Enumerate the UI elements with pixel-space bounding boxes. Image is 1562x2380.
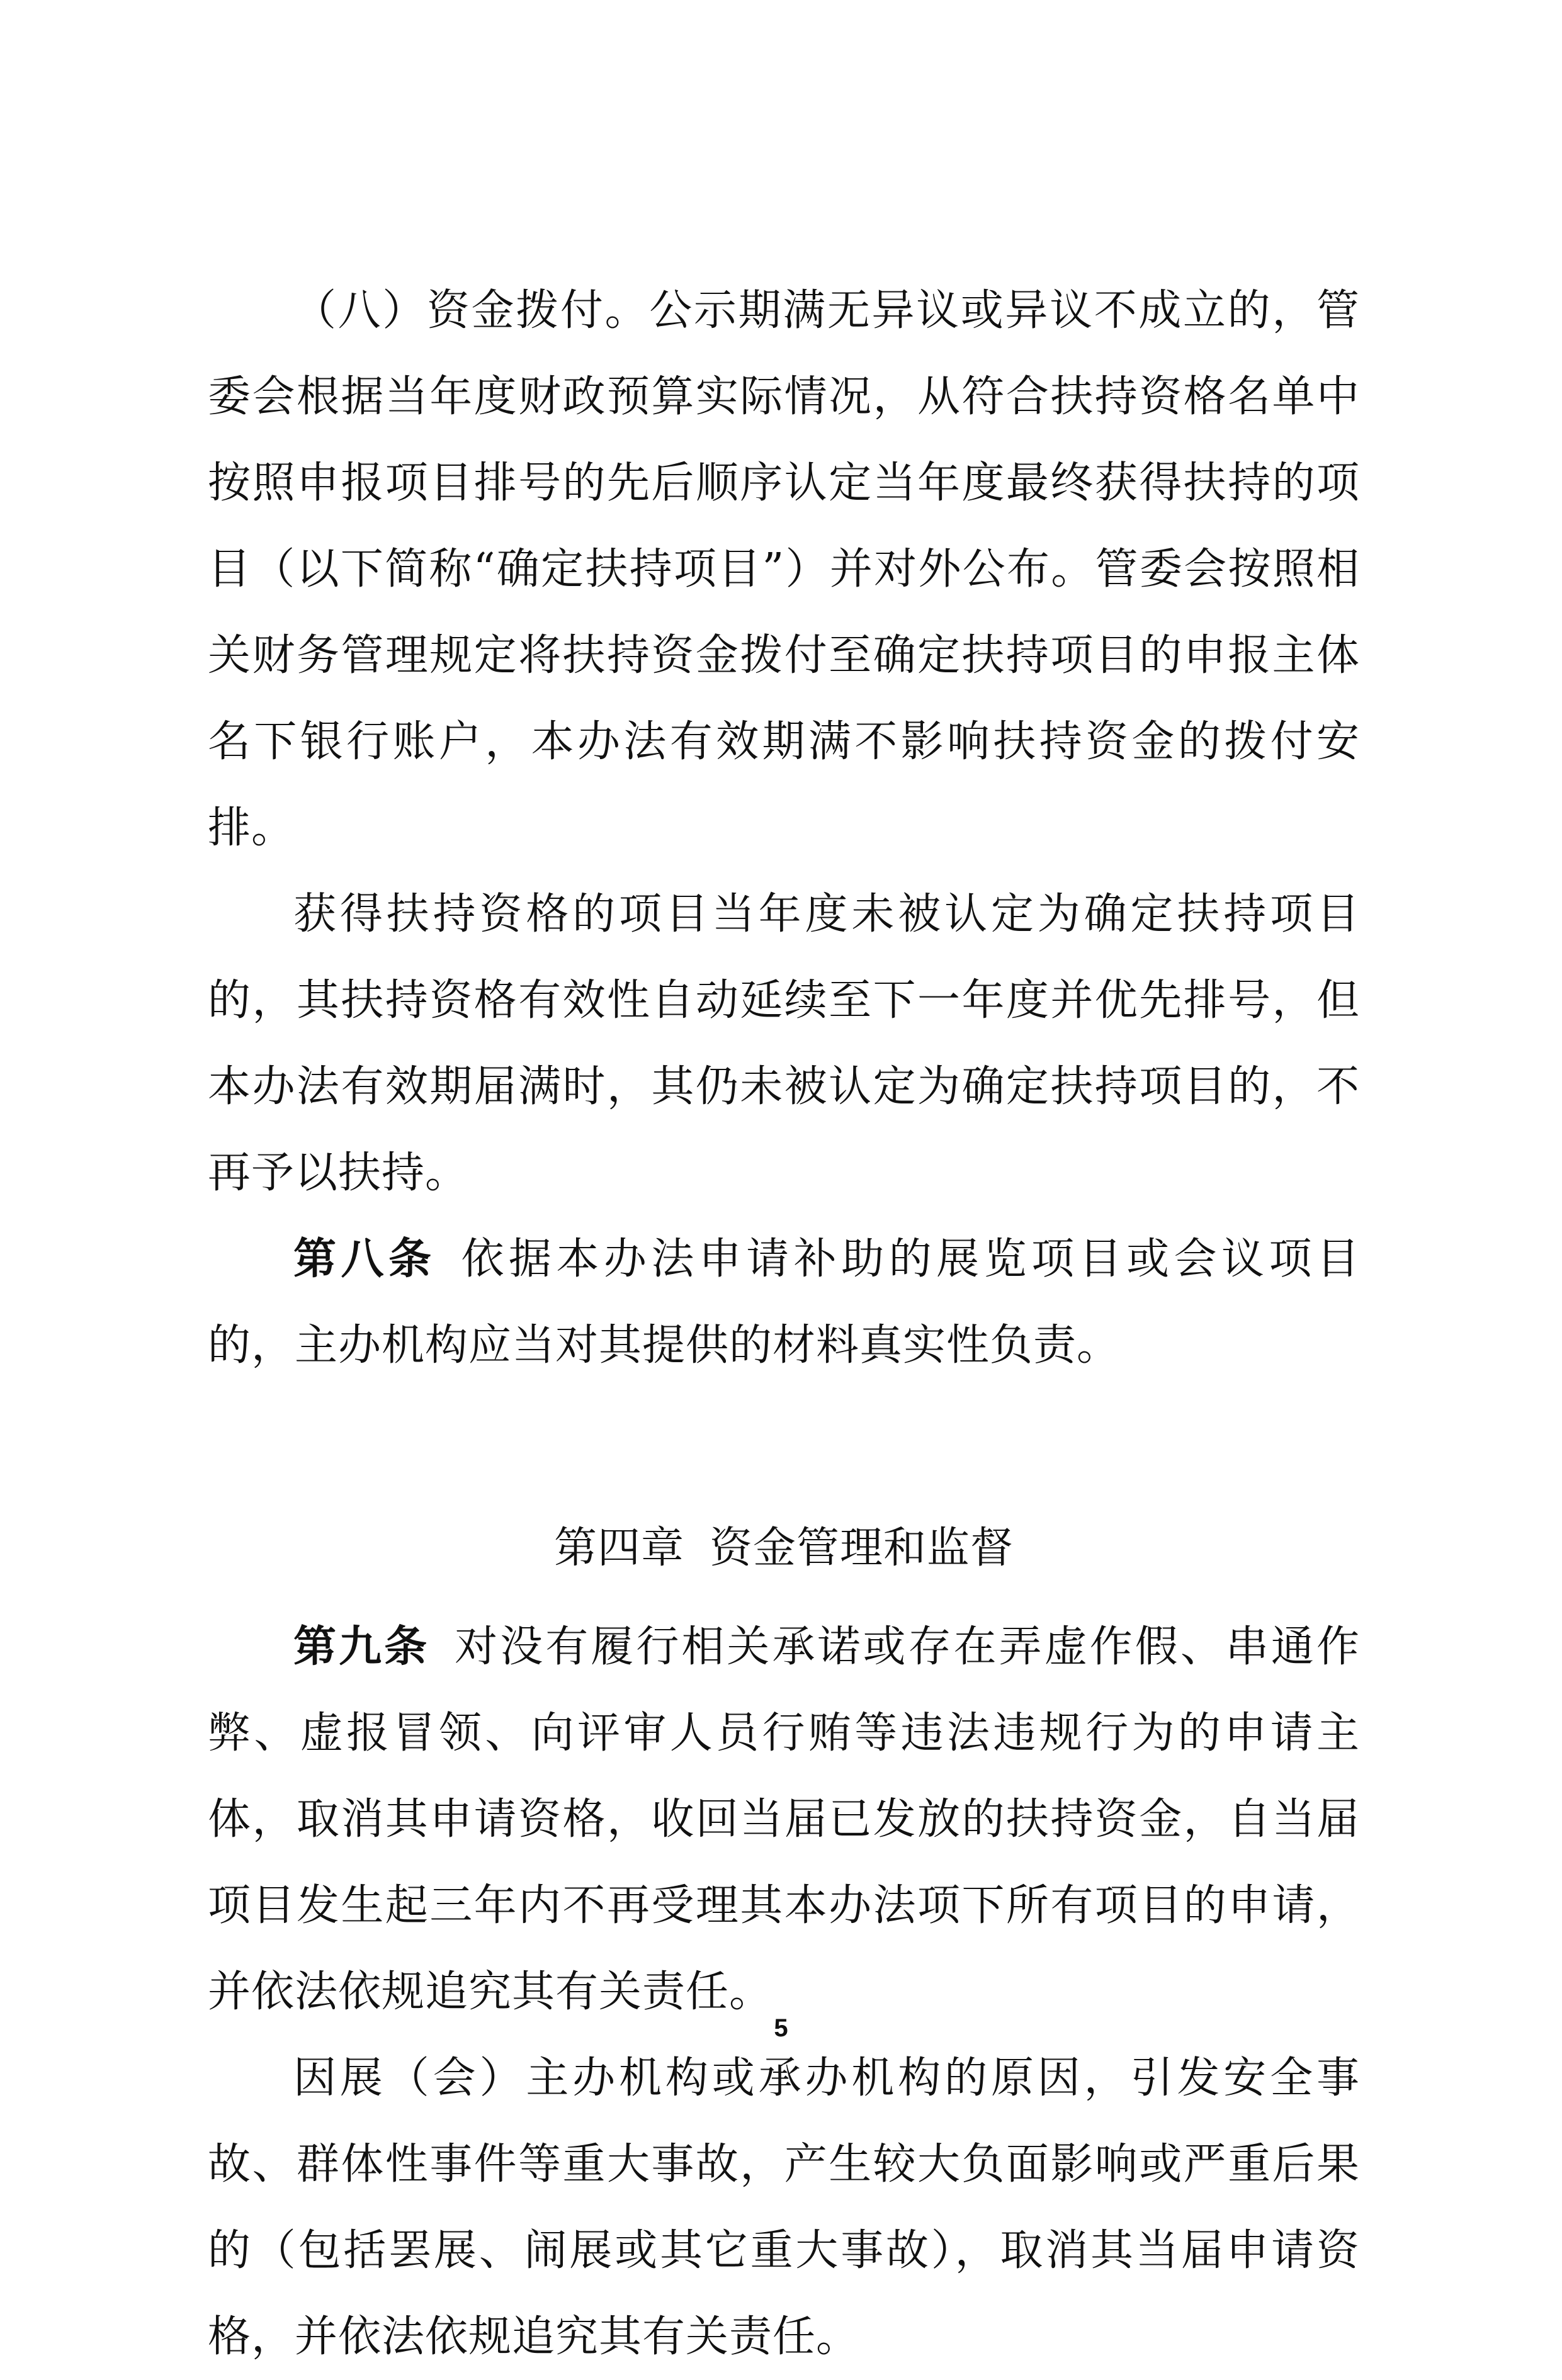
article-8-text: 依据本办法申请补助的展览项目或会议项目的，主办机构应当对其提供的材料真实性负责。 xyxy=(208,1234,1360,1370)
article-8-heading: 第八条 xyxy=(293,1234,436,1284)
page-number: 5 xyxy=(774,2014,788,2042)
paragraph-fund-disbursement: （八）资金拨付。公示期满无异议或异议不成立的，管委会根据当年度财政预算实际情况，从符合扶持资格名单中按照申报项目排号的先后顺序认定当年度最终获得扶持的项目（以下简称“确定扶持项目”）并对外公布。管委会按照相关财务管理规定将扶持资金拨付至确定扶持项目的申报主体名下银行账户，本办法有效期满不影响扶持资金的拨付安排。 xyxy=(208,286,1360,853)
article-8 xyxy=(208,1216,1360,1389)
article-9-heading: 第九条 xyxy=(293,1622,430,1672)
chapter-title: 资金管理和监督 xyxy=(710,1523,1014,1573)
paragraph-qualification-extension: 获得扶持资格的项目当年度未被认定为确定扶持项目的，其扶持资格有效性自动延续至下一年度并优先排号，但本办法有效期届满时，其仍未被认定为确定扶持项目的，不再予以扶持。 xyxy=(208,889,1360,1198)
article-9 xyxy=(208,1604,1360,2035)
chapter-number: 第四章 xyxy=(553,1523,684,1573)
chapter-heading xyxy=(208,1505,1360,1591)
article-9-text: 对没有履行相关承诺或存在弄虚作假、串通作弊、虚报冒领、向评审人员行贿等违法违规行为的申请主体，取消其申请资格，收回当届已发放的扶持资金，自当届项目发生起三年内不再受理其本办法项下所有项目的申请，并依法依规追究其有关责任。 xyxy=(208,1622,1360,2017)
paragraph-accident-liability: 因展（会）主办机构或承办机构的原因，引发安全事故、群体性事件等重大事故，产生较大负面影响或严重后果的（包括罢展、闹展或其它重大事故），取消其当届申请资格，并依法依规追究其有关责任。 xyxy=(208,2053,1360,2362)
document-body xyxy=(208,268,1360,2380)
